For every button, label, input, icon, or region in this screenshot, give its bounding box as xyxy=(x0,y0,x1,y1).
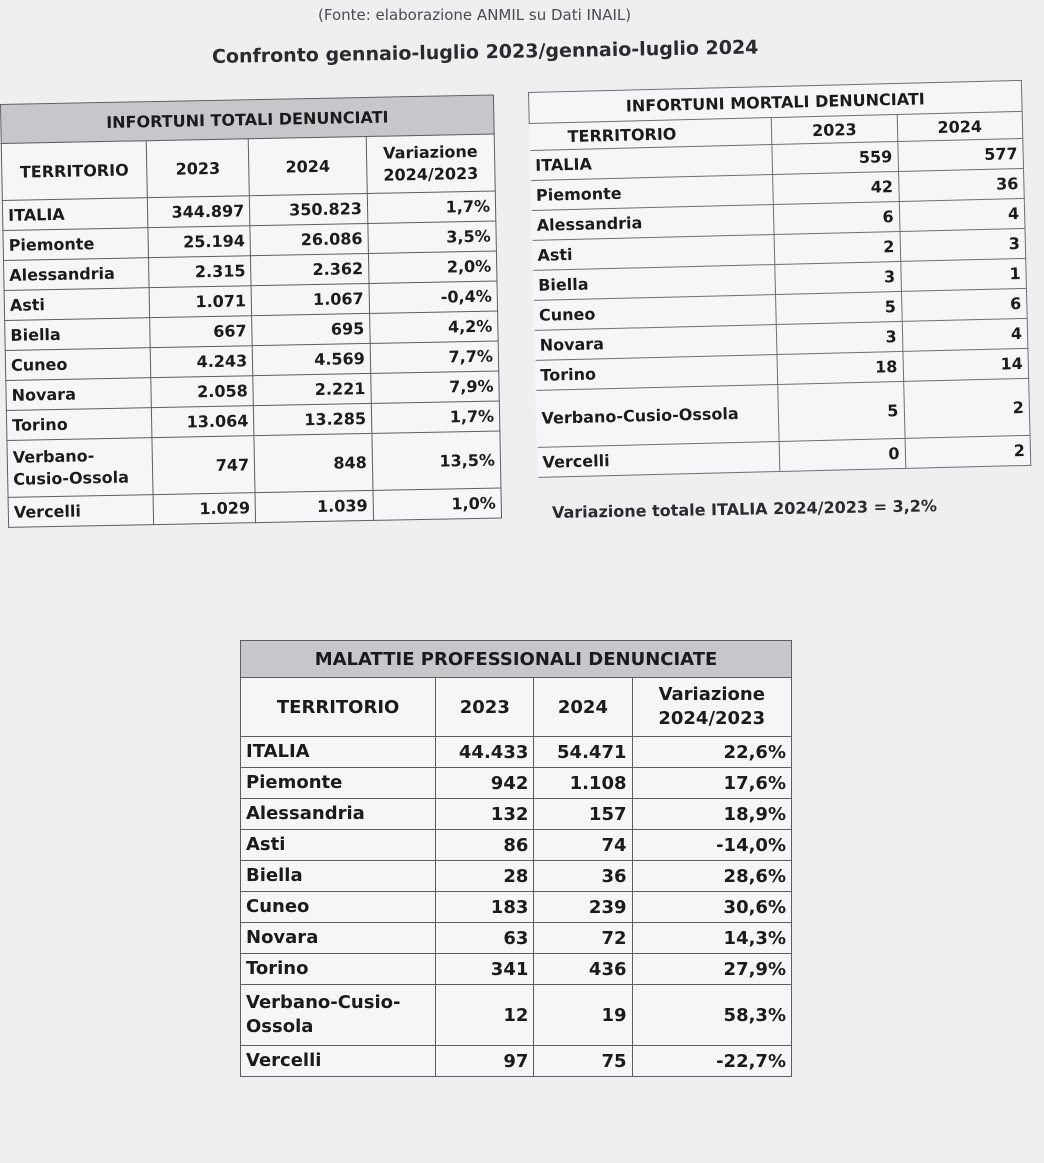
value-2024-cell: 74 xyxy=(534,830,632,861)
table-row xyxy=(241,892,792,923)
table-row xyxy=(241,830,792,861)
value-2023-cell: 3 xyxy=(775,261,901,294)
table-row xyxy=(241,737,792,768)
value-2024-cell: 695 xyxy=(252,313,370,345)
value-2024-cell: 19 xyxy=(534,985,632,1046)
variazione-cell: 28,6% xyxy=(632,861,792,892)
value-2024-cell: 436 xyxy=(534,954,632,985)
territorio-cell: Cuneo xyxy=(534,295,777,331)
column-header: Variazione 2024/2023 xyxy=(632,678,792,737)
table-title: INFORTUNI TOTALI DENUNCIATI xyxy=(1,95,495,143)
value-2023-cell: 1.071 xyxy=(149,286,252,318)
column-header: TERRITORIO xyxy=(241,678,436,737)
territorio-cell: Piemonte xyxy=(241,768,436,799)
value-2024-cell: 2 xyxy=(905,435,1031,468)
value-2023-cell: 25.194 xyxy=(148,226,251,258)
value-2023-cell: 0 xyxy=(779,438,905,471)
table-row xyxy=(241,799,792,830)
value-2024-cell: 350.823 xyxy=(250,193,368,225)
variazione-cell: 27,9% xyxy=(632,954,792,985)
value-2023-cell: 942 xyxy=(436,768,534,799)
value-2024-cell: 13.285 xyxy=(254,403,372,435)
malattie-professionali-table xyxy=(240,640,792,1077)
value-2024-cell: 1.108 xyxy=(534,768,632,799)
value-2023-cell: 44.433 xyxy=(436,737,534,768)
column-header: 2024 xyxy=(897,111,1023,141)
column-header: 2024 xyxy=(248,136,367,195)
territorio-cell: Biella xyxy=(5,318,151,351)
territorio-cell: Novara xyxy=(6,378,152,411)
table-row xyxy=(241,861,792,892)
table-title: MALATTIE PROFESSIONALI DENUNCIATE xyxy=(241,641,792,678)
variazione-cell: 1,7% xyxy=(367,191,496,223)
value-2023-cell: 42 xyxy=(773,171,899,204)
value-2024-cell: 54.471 xyxy=(534,737,632,768)
value-2024-cell: 1.067 xyxy=(251,283,369,315)
value-2023-cell: 2.058 xyxy=(151,376,254,408)
variazione-cell: 18,9% xyxy=(632,799,792,830)
territorio-cell: Alessandria xyxy=(241,799,436,830)
value-2024-cell: 1.039 xyxy=(255,490,373,522)
territorio-cell: Piemonte xyxy=(3,228,149,261)
table-row xyxy=(241,985,792,1046)
variazione-cell: 14,3% xyxy=(632,923,792,954)
value-2024-cell: 75 xyxy=(534,1046,632,1077)
territorio-cell: Vercelli xyxy=(8,495,154,528)
value-2024-cell: 848 xyxy=(254,433,373,492)
territorio-cell: Vercelli xyxy=(537,441,780,477)
territorio-cell: Biella xyxy=(533,265,776,301)
value-2024-cell: 36 xyxy=(534,861,632,892)
value-2024-cell: 3 xyxy=(900,228,1026,261)
table-row xyxy=(7,431,501,497)
infortuni-totali-table xyxy=(0,95,502,528)
variazione-cell: 1,0% xyxy=(373,488,502,520)
territorio-cell: Verbano-Cusio-Ossola xyxy=(536,384,779,447)
column-header: Variazione 2024/2023 xyxy=(366,134,495,193)
table-row xyxy=(241,954,792,985)
column-header: 2023 xyxy=(771,114,897,144)
variazione-cell: -22,7% xyxy=(632,1046,792,1077)
territorio-cell: Biella xyxy=(241,861,436,892)
territorio-cell: Verbano-Cusio-Ossola xyxy=(241,985,436,1046)
value-2023-cell: 97 xyxy=(436,1046,534,1077)
value-2023-cell: 183 xyxy=(436,892,534,923)
variazione-cell: 17,6% xyxy=(632,768,792,799)
value-2024-cell: 157 xyxy=(534,799,632,830)
column-header: 2023 xyxy=(436,678,534,737)
territorio-cell: Alessandria xyxy=(4,258,150,291)
value-2023-cell: 344.897 xyxy=(147,196,250,228)
column-header: TERRITORIO xyxy=(529,118,772,151)
table-row xyxy=(241,768,792,799)
territorio-cell: Piemonte xyxy=(531,175,774,211)
territorio-cell: Asti xyxy=(4,288,150,321)
value-2023-cell: 5 xyxy=(776,291,902,324)
value-2024-cell: 577 xyxy=(897,138,1023,171)
variazione-totale-note: Variazione totale ITALIA 2024/2023 = 3,2% xyxy=(551,496,938,522)
variazione-cell: 7,7% xyxy=(370,341,499,373)
value-2024-cell: 6 xyxy=(901,288,1027,321)
territorio-cell: Torino xyxy=(241,954,436,985)
territorio-cell: ITALIA xyxy=(2,198,148,231)
value-2024-cell: 36 xyxy=(898,168,1024,201)
value-2023-cell: 18 xyxy=(777,351,903,384)
column-header: TERRITORIO xyxy=(1,141,147,201)
value-2024-cell: 2.362 xyxy=(251,253,369,285)
value-2023-cell: 12 xyxy=(436,985,534,1046)
value-2023-cell: 13.064 xyxy=(151,406,254,438)
territorio-cell: ITALIA xyxy=(530,145,773,181)
value-2023-cell: 2 xyxy=(774,231,900,264)
source-note: (Fonte: elaborazione ANMIL su Dati INAIL) xyxy=(318,6,632,24)
value-2023-cell: 667 xyxy=(150,316,253,348)
variazione-cell: 2,0% xyxy=(368,251,497,283)
territorio-cell: Novara xyxy=(241,923,436,954)
variazione-cell: -14,0% xyxy=(632,830,792,861)
variazione-cell: 22,6% xyxy=(632,737,792,768)
value-2023-cell: 341 xyxy=(436,954,534,985)
territorio-cell: Asti xyxy=(532,235,775,271)
value-2024-cell: 1 xyxy=(900,258,1026,291)
table-row xyxy=(241,1046,792,1077)
territorio-cell: Verbano-Cusio-Ossola xyxy=(7,438,153,498)
territorio-cell: Alessandria xyxy=(531,205,774,241)
variazione-cell: 7,9% xyxy=(371,371,500,403)
variazione-cell: 4,2% xyxy=(369,311,498,343)
variazione-cell: 3,5% xyxy=(368,221,497,253)
variazione-cell: 30,6% xyxy=(632,892,792,923)
territorio-cell: Asti xyxy=(241,830,436,861)
territorio-cell: Vercelli xyxy=(241,1046,436,1077)
table-title: INFORTUNI MORTALI DENUNCIATI xyxy=(529,80,1023,123)
value-2023-cell: 28 xyxy=(436,861,534,892)
value-2023-cell: 2.315 xyxy=(148,256,251,288)
value-2024-cell: 2 xyxy=(903,378,1030,438)
value-2023-cell: 1.029 xyxy=(153,493,256,525)
value-2023-cell: 4.243 xyxy=(150,346,253,378)
table-row xyxy=(241,923,792,954)
territorio-cell: Torino xyxy=(6,408,152,441)
value-2024-cell: 4.569 xyxy=(252,343,370,375)
value-2023-cell: 747 xyxy=(152,436,255,495)
value-2024-cell: 239 xyxy=(534,892,632,923)
value-2024-cell: 72 xyxy=(534,923,632,954)
page-title: Confronto gennaio-luglio 2023/gennaio-luglio 2024 xyxy=(211,36,759,68)
column-header: 2023 xyxy=(146,139,249,198)
territorio-cell: Cuneo xyxy=(241,892,436,923)
territorio-cell: Torino xyxy=(535,354,778,390)
variazione-cell: 1,7% xyxy=(371,401,500,433)
value-2024-cell: 4 xyxy=(902,318,1028,351)
variazione-cell: 13,5% xyxy=(372,431,501,490)
value-2023-cell: 86 xyxy=(436,830,534,861)
value-2024-cell: 2.221 xyxy=(253,373,371,405)
value-2023-cell: 5 xyxy=(778,381,905,441)
column-header: 2024 xyxy=(534,678,632,737)
value-2024-cell: 26.086 xyxy=(250,223,368,255)
variazione-cell: -0,4% xyxy=(369,281,498,313)
infortuni-mortali-table xyxy=(528,80,1031,478)
territorio-cell: Cuneo xyxy=(5,348,151,381)
value-2023-cell: 132 xyxy=(436,799,534,830)
value-2023-cell: 63 xyxy=(436,923,534,954)
value-2024-cell: 4 xyxy=(899,198,1025,231)
value-2024-cell: 14 xyxy=(902,348,1028,381)
value-2023-cell: 6 xyxy=(773,201,899,234)
territorio-cell: Novara xyxy=(534,325,777,361)
variazione-cell: 58,3% xyxy=(632,985,792,1046)
value-2023-cell: 559 xyxy=(772,141,898,174)
value-2023-cell: 3 xyxy=(776,321,902,354)
territorio-cell: ITALIA xyxy=(241,737,436,768)
